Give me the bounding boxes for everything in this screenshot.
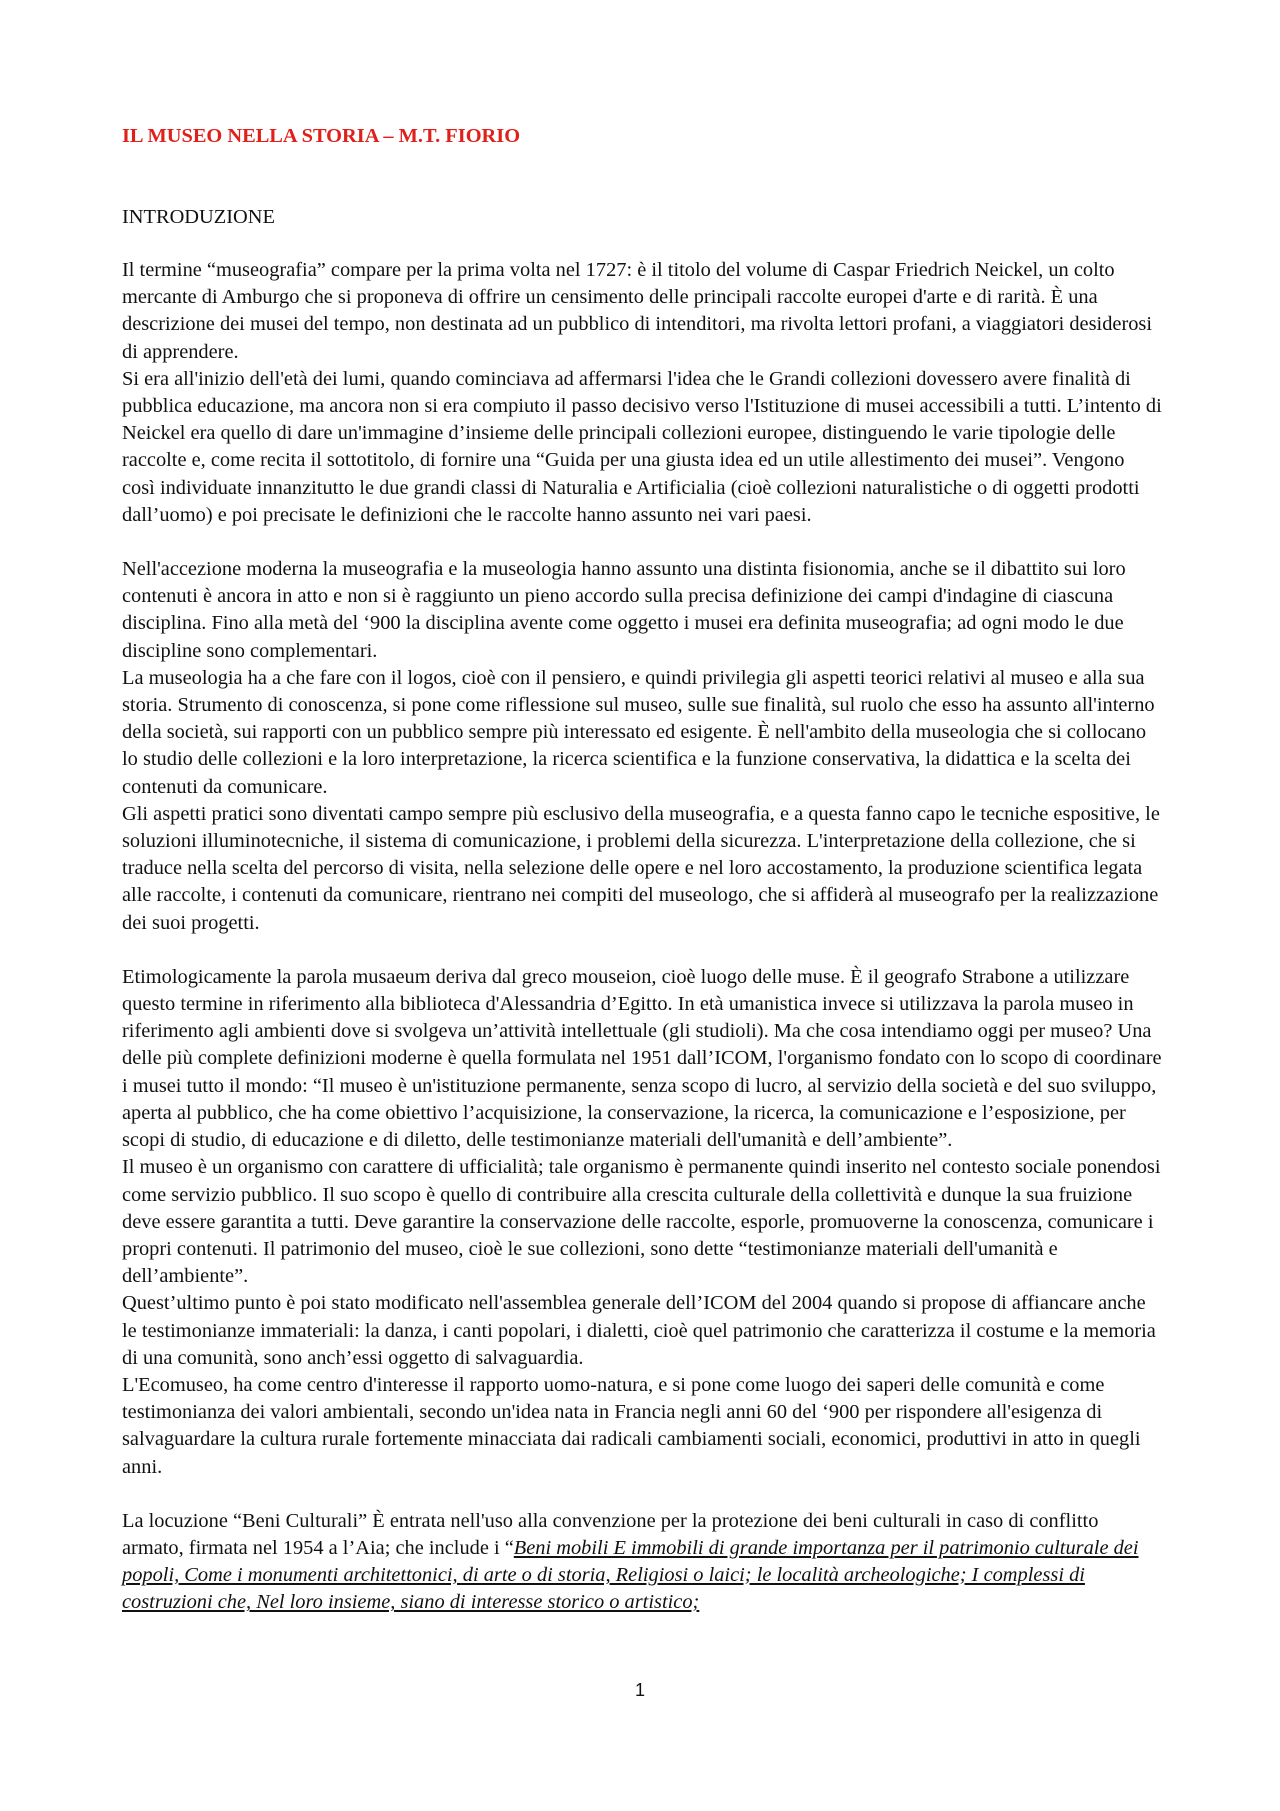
paragraph-block-1 [122,257,1162,529]
paragraph: La museologia ha a che fare con il logos, cioè con il pensiero, e quindi privilegia gli aspetti teorici relativi al museo e alla sua storia. Strumento di conoscenza, si pone come riflessione sul museo, sulle sue finalità, sul ruolo che esso ha assunto all'interno della società, sui rapporti con un pubblico sempre più interessato ed esigente. È nell'ambito della museologia che si collocano lo studio delle collezioni e la loro interpretazione, la ricerca scientifica e la funzione conservativa, la didattica e la scelta dei contenuti da comunicare. [122,666,1155,798]
paragraph-block-3 [122,964,1162,1481]
paragraph: Etimologicamente la parola musaeum deriva dal greco mouseion, cioè luogo delle muse. È il geografo Strabone a utilizzare questo termine in riferimento alla biblioteca d'Alessandria d’Egitto. In età umanistica invece si utilizzava la parola museo in riferimento agli ambienti dove si svolgeva un’attività intellettuale (gli studioli). Ma che cosa intendiamo oggi per museo? Una delle più complete definizioni moderne è quella formulata nel 1951 dall’ICOM, l'organismo fondato con lo scopo di coordinare i musei tutto il mondo: “Il museo è un'istituzione permanente, senza scopo di lucro, al servizio della società e del suo sviluppo, aperta al pubblico, che ha come obiettivo l’acquisizione, la conservazione, la ricerca, la comunicazione e l’esposizione, per scopi di studio, di educazione e di diletto, delle testimonianze materiali dell'umanità e dell’ambiente”. [122,965,1162,1152]
paragraph: Si era all'inizio dell'età dei lumi, quando cominciava ad affermarsi l'idea che le Grandi collezioni dovessero avere finalità di pubblica educazione, ma ancora non si era compiuto il passo decisivo verso l'Istituzione di musei accessibili a tutti. L’intento di Neickel era quello di dare un'immagine d’insieme delle principali collezioni europee, distinguendo le varie tipologie delle raccolte e, come recita il sottotitolo, di fornire una “Guida per una giusta idea ed un utile allestimento dei musei”. Vengono così individuate innanzitutto le due grandi classi di Naturalia e Artificialia (cioè collezioni naturalistiche o di oggetti prodotti dall’uomo) e poi precisate le definizioni che le raccolte hanno assunto nei vari paesi. [122,367,1162,526]
paragraph: Il termine “museografia” compare per la prima volta nel 1727: è il titolo del volume di Caspar Friedrich Neickel, un colto mercante di Amburgo che si proponeva di offrire un censimento delle principali raccolte europei d'arte e di rarità. È una descrizione dei musei del tempo, non destinata ad un pubblico di intenditori, ma rivolta lettori profani, a viaggiatori desiderosi di apprendere. [122,259,1153,363]
document-body [122,122,1162,1617]
paragraph: Quest’ultimo punto è poi stato modificato nell'assemblea generale dell’ICOM del 2004 quando si propose di affiancare anche le testimonianze immateriali: la danza, i canti popolari, i dialetti, cioè quel patrimonio che caratterizza il costume e la memoria di una comunità, sono anch’essi oggetto di salvaguardia. [122,1292,1156,1369]
document-title: IL MUSEO NELLA STORIA – M.T. FIORIO [122,125,521,147]
page-number: 1 [634,1680,645,1700]
paragraph: Nell'accezione moderna la museografia e la museologia hanno assunto una distinta fisionomia, anche se il dibattito sui loro contenuti è ancora in atto e non si è raggiunto un pieno accordo sulla precisa definizione dei campi d'indagine di ciascuna disciplina. Fino alla metà del ‘900 la disciplina avente come oggetto i musei era definita museografia; ad ogni modo le due discipline sono complementari. [122,558,1126,662]
paragraph [122,1508,1162,1617]
paragraph-lead: La locuzione “Beni Culturali” È entrata nell'uso alla convenzione per la protezione dei beni culturali in caso di conflitto armato, firmata nel 1954 a l’Aia; che include i “ [122,1509,1099,1559]
section-heading: INTRODUZIONE [122,206,275,228]
paragraph: Gli aspetti pratici sono diventati campo sempre più esclusivo della museografia, e a questa fanno capo le tecniche espositive, le soluzioni illuminotecniche, il sistema di comunicazione, i problemi della sicurezza. L'interpretazione della collezione, che si traduce nella scelta del percorso di visita, nella selezione delle opere e nel loro accostamento, la produzione scientifica legata alle raccolte, i contenuti da comunicare, rientrano nei compiti del museologo, che si affiderà al museografo per la realizzazione dei suoi progetti. [122,802,1160,934]
underlined-quote: Beni mobili E immobili di grande importanza per il patrimonio culturale dei popoli, Come i monumenti architettonici, di arte o di storia, Religiosi o laici; le località archeologiche; I complessi di costruzioni che, Nel loro insieme, siano di interesse storico o artistico; [122,1536,1139,1614]
paragraph: L'Ecomuseo, ha come centro d'interesse il rapporto uomo-natura, e si pone come luogo dei saperi delle comunità e come testimonianza dei valori ambientali, secondo un'idea nata in Francia negli anni 60 del ‘900 per rispondere all'esigenza di salvaguardare la cultura rurale fortemente minacciata dai radicali cambiamenti sociali, economici, produttivi in atto in quegli anni. [122,1373,1141,1478]
paragraph: Il museo è un organismo con carattere di ufficialità; tale organismo è permanente quindi inserito nel contesto sociale ponendosi come servizio pubblico. Il suo scopo è quello di contribuire alla crescita culturale della collettività e dunque la sua fruizione deve essere garantita a tutti. Deve garantire la conservazione delle raccolte, esporle, promuoverne la conoscenza, comunicare i propri contenuti. Il patrimonio del museo, cioè le sue collezioni, sono dette “testimonianze materiali dell'umanità e dell’ambiente”. [122,1156,1161,1288]
paragraph-block-2 [122,556,1162,937]
paragraph-block-4 [122,1508,1162,1617]
